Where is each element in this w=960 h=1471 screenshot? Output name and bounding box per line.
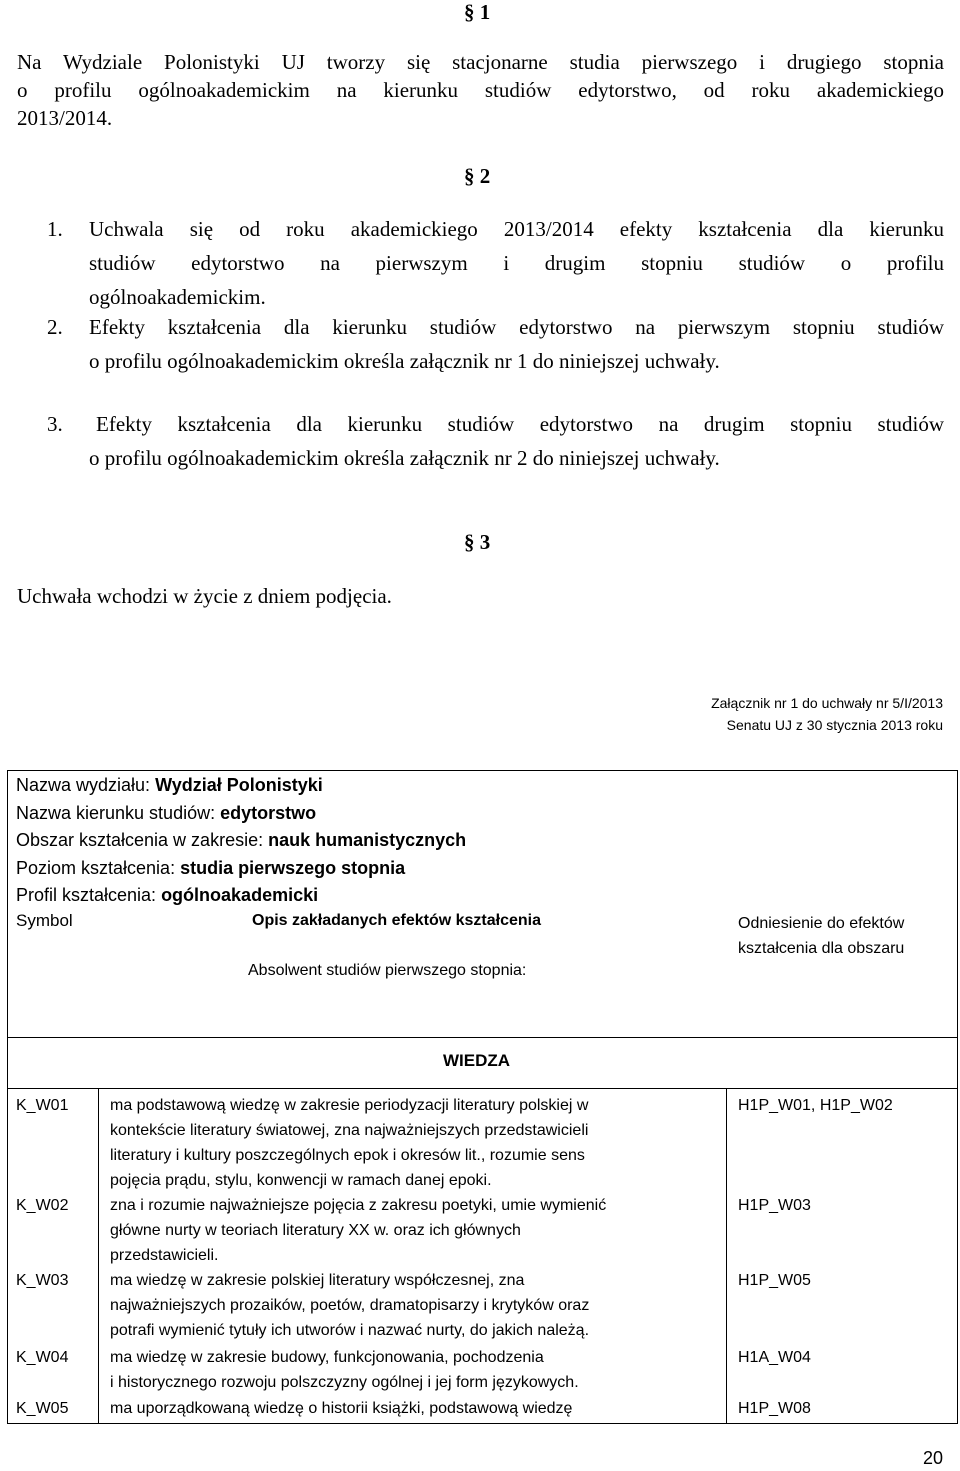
table-divider-rows	[7, 1088, 958, 1089]
row-reference: H1P_W03	[738, 1197, 811, 1214]
section-1-line-3: 2013/2014.	[17, 106, 113, 130]
section-1-line-2: o profilu ogólnoakademickim na kierunku studiów edytorstwo, od roku akademickiego	[17, 78, 944, 102]
level-line: Poziom kształcenia: studia pierwszego stopnia	[16, 857, 406, 878]
row-description: zna i rozumie najważniejsze pojęcia z zakresu poetyki, umie wymienić główne nurty w teoriach literatury XX w. oraz ich głównych przedstawicieli.	[110, 1197, 607, 1264]
program-info	[16, 772, 466, 910]
symbol-column-header: Symbol	[16, 911, 73, 930]
section-3-text: Uchwała wchodzi w życie z dniem podjęcia.	[17, 584, 392, 608]
row-symbol: K_W01	[16, 1097, 69, 1114]
item-1-line-1: Uchwala się od roku akademickiego 2013/2014 efekty kształcenia dla kierunku	[89, 217, 944, 241]
item-3-number: 3.	[47, 412, 63, 436]
reference-column-header: Odniesienie do efektów kształcenia dla obszaru	[738, 915, 905, 957]
row-description: ma uporządkowaną wiedzę o historii książki, podstawową wiedzę	[110, 1400, 573, 1417]
row-symbol: K_W02	[16, 1197, 69, 1214]
table-col-divider-1	[98, 1088, 99, 1424]
section-1-line-1: Na Wydziale Polonistyki UJ tworzy się stacjonarne studia pierwszego i drugiego stopnia	[17, 50, 944, 74]
row-reference: H1A_W04	[738, 1349, 811, 1366]
page-number: 20	[923, 1448, 944, 1468]
attachment-note-line-1: Załącznik nr 1 do uchwały nr 5/I/2013	[711, 695, 943, 711]
row-symbol: K_W05	[16, 1400, 69, 1417]
level-value: studia pierwszego stopnia	[180, 857, 406, 878]
description-column-subheader: Absolwent studiów pierwszego stopnia:	[248, 962, 527, 979]
row-symbol: K_W03	[16, 1272, 69, 1289]
row-symbol: K_W04	[16, 1349, 69, 1366]
faculty-line: Nazwa wydziału: Wydział Polonistyki	[16, 775, 323, 795]
category-label: WIEDZA	[443, 1051, 511, 1070]
field-value: edytorstwo	[220, 802, 317, 823]
table-divider-category	[7, 1037, 958, 1038]
section-3-mark: § 3	[464, 530, 491, 554]
area-line: Obszar kształcenia w zakresie: nauk humanistycznych	[16, 830, 467, 850]
item-1-line-2: studiów edytorstwo na pierwszym i drugim stopniu studiów o profilu	[89, 251, 944, 275]
item-2-line-1: Efekty kształcenia dla kierunku studiów edytorstwo na pierwszym stopniu studiów	[89, 315, 944, 339]
row-reference: H1P_W08	[738, 1400, 811, 1417]
row-reference: H1P_W01, H1P_W02	[738, 1097, 893, 1114]
field-line: Nazwa kierunku studiów: edytorstwo	[16, 802, 317, 823]
section-2-mark: § 2	[464, 164, 491, 188]
item-3-line-2: o profilu ogólnoakademickim określa załącznik nr 2 do niniejszej uchwały.	[89, 446, 720, 470]
profile-value: ogólnoakademicki	[161, 885, 319, 905]
item-2-line-2: o profilu ogólnoakademickim określa załącznik nr 1 do niniejszej uchwały.	[89, 349, 720, 373]
row-description: ma wiedzę w zakresie polskiej literatury współczesnej, zna najważniejszych prozaików, poetów, dramatopisarzy i krytyków oraz potrafi wymienić tytuły ich utworów i nazwać nurty, do jakich należą.	[110, 1272, 590, 1339]
area-value: nauk humanistycznych	[268, 830, 467, 850]
item-1-number: 1.	[47, 217, 63, 241]
item-1-line-3: ogólnoakademickim.	[89, 285, 266, 309]
attachment-note-line-2: Senatu UJ z 30 stycznia 2013 roku	[726, 717, 943, 733]
faculty-value: Wydział Polonistyki	[155, 775, 323, 795]
section-1-mark: § 1	[464, 0, 491, 24]
profile-line: Profil kształcenia: ogólnoakademicki	[16, 885, 319, 905]
item-2-number: 2.	[47, 315, 63, 339]
description-column-header: Opis zakładanych efektów kształcenia	[252, 912, 542, 929]
item-3-line-1: Efekty kształcenia dla kierunku studiów edytorstwo na drugim stopniu studiów	[96, 412, 944, 436]
row-description: ma podstawową wiedzę w zakresie periodyzacji literatury polskiej w kontekście literatury światowej, zna najważniejszych przedstawicieli literatury i kultury poszczególnych epok i okresów lit., rozumie sens pojęcia prądu, stylu, konwencji w ramach danej epoki.	[110, 1097, 589, 1189]
row-reference: H1P_W05	[738, 1272, 811, 1289]
row-description: ma wiedzę w zakresie budowy, funkcjonowania, pochodzenia i historycznego rozwoju polszczyzny ogólnej i jej form językowych.	[110, 1349, 579, 1391]
attachment-note	[711, 692, 943, 736]
table-col-divider-2	[726, 1088, 727, 1424]
